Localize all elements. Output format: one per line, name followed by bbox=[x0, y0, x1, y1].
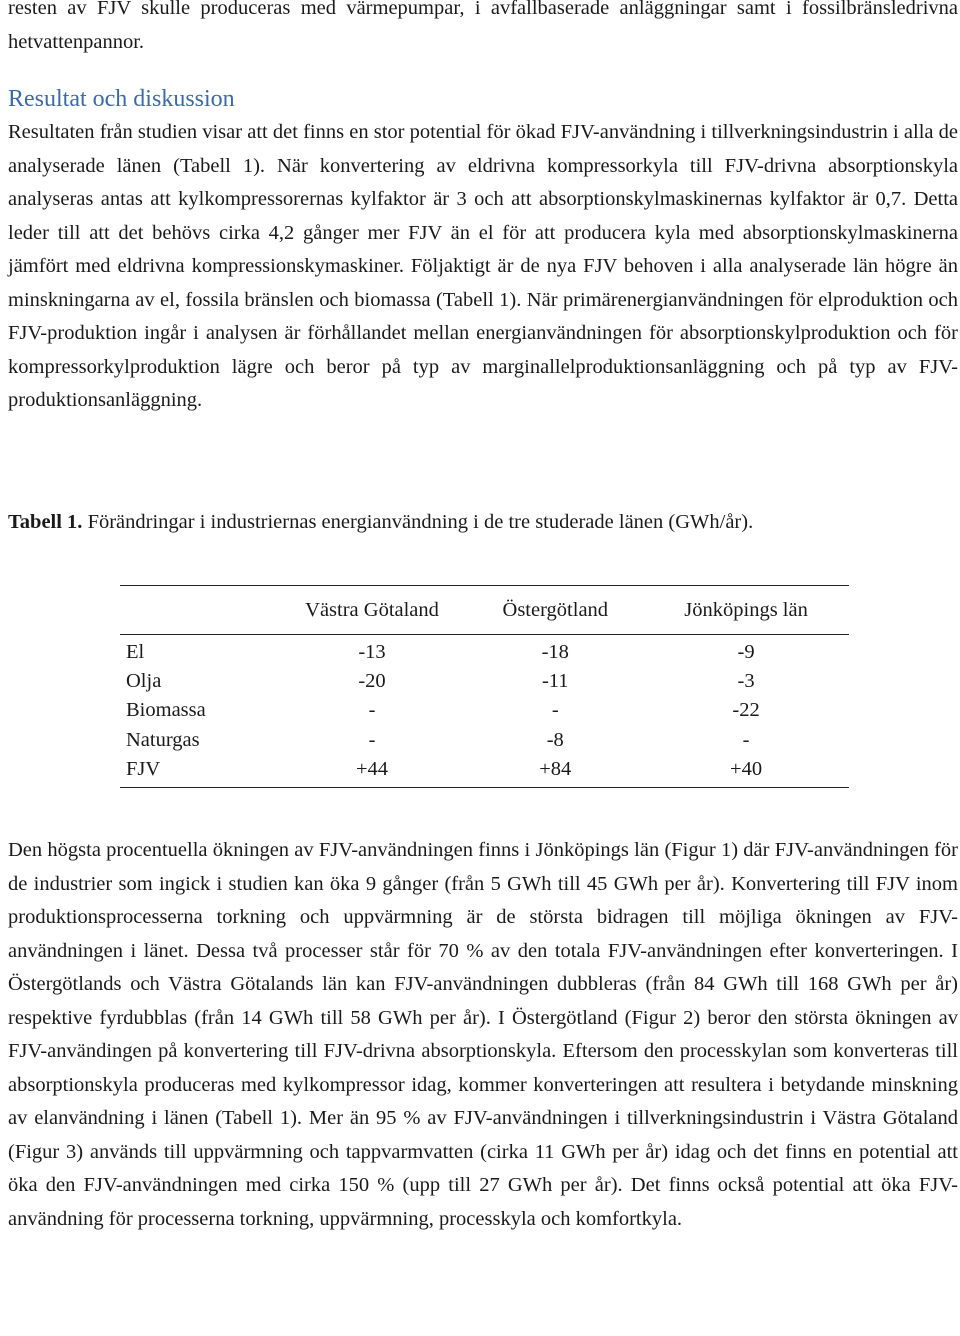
table-row-label: El bbox=[126, 641, 145, 664]
table-row-label: Naturgas bbox=[126, 728, 200, 751]
energy-change-table bbox=[120, 585, 849, 788]
table-cell: -11 bbox=[541, 670, 569, 693]
results-paragraph: Resultaten från studien visar att det finns en stor potential för ökad FJV-användning i tillverkningsindustrin i alla de analyserade länen (Tabell 1). När konvertering av eldrivna kompressorkyla till FJV-drivna absorptionskyla analyseras antas att kylkompressorernas kylfaktor är 3 och att absorptionskylmaskinernas kylfaktor är 0,7. Detta leder till att det behövs cirka 4,2 gånger mer FJV än el för att producera kyla med absorptionskylmaskinerna jämfört med eldrivna kompressionskymaskiner. Följaktigt är de nya FJV behoven i alla analyserade län högre än minskningarna av el, fossila bränslen och biomassa (Tabell 1). När primärenergianvändningen för elproduktion och FJV-produktion ingår i analysen är förhållandet mellan energianvändningen för absorptionskylproduktion och för kompressorkylproduktion lägre och beror på typ av marginallelproduktionsanläggning och på typ av FJV-produktionsanläggning. bbox=[8, 121, 958, 411]
table-row bbox=[120, 726, 849, 755]
table-header-row bbox=[120, 586, 849, 635]
table-row bbox=[120, 667, 849, 696]
table-cell: -8 bbox=[546, 728, 564, 751]
table-caption-label: Tabell 1. bbox=[8, 511, 83, 533]
table-header-cell: Jönköpings län bbox=[643, 586, 849, 635]
intro-paragraph: resten av FJV skulle produceras med värmepumpar, i avfallbaserade anläggningar samt i fossilbränsledrivna hetvattenpannor. bbox=[8, 0, 958, 53]
table-cell: - bbox=[742, 728, 750, 751]
table-cell: - bbox=[368, 699, 376, 722]
table-row bbox=[120, 696, 849, 725]
table-cell: +44 bbox=[277, 755, 468, 788]
table-row bbox=[120, 635, 849, 668]
table-cell: -3 bbox=[737, 670, 755, 693]
table-cell: - bbox=[368, 728, 376, 751]
table-cell: - bbox=[551, 699, 559, 722]
discussion-paragraph: Den högsta procentuella ökningen av FJV-användningen finns i Jönköpings län (Figur 1) där FJV-användningen för de industrier som ingick i studien kan öka 9 gånger (från 5 GWh till 45 GWh per år). Konvertering till FJV inom produktionsprocesserna torkning och uppvärmning är de största bidragen till möjliga ökningen av FJV-användningen i länet. Dessa två processer står för 70 % av den totala FJV-användningen efter konverteringen. I Östergötlands och Västra Götalands län kan FJV-användningen dubbleras (från 84 GWh till 168 GWh per år) respektive fyrdubblas (från 14 GWh till 58 GWh per år). I Östergötland (Figur 2) beror den största ökningen av FJV-användingen på konvertering till FJV-drivna absorptionskyla. Eftersom den processkylan som konverteras till absorptionskyla produceras med kylkompressor idag, kommer konverteringen att resultera i betydande minskning av elanvändning i länen (Tabell 1). Mer än 95 % av FJV-användningen i tillverkningsindustrin i Västra Götaland (Figur 3) används till uppvärmning och tappvarmvatten (cirka 11 GWh per år) idag och det finns en potential att öka den FJV-användningen med cirka 150 % (upp till 27 GWh per år). Det finns också potential att öka FJV-användning för processerna torkning, uppvärmning, processkyla och komfortkyla. bbox=[8, 839, 958, 1230]
table-row-label: FJV bbox=[120, 755, 277, 788]
table-header-cell: Västra Götaland bbox=[277, 586, 468, 635]
table-row bbox=[120, 755, 849, 788]
table-caption-text: Förändringar i industriernas energianvändning i de tre studerade länen (GWh/år). bbox=[82, 511, 754, 533]
table-caption bbox=[8, 505, 753, 539]
table-cell: -9 bbox=[737, 641, 755, 664]
section-heading: Resultat och diskussion bbox=[8, 86, 235, 112]
table-cell: -20 bbox=[358, 670, 386, 693]
table-header-cell: Östergötland bbox=[467, 586, 643, 635]
table-cell: -13 bbox=[358, 641, 386, 664]
table-row-label: Olja bbox=[126, 670, 162, 693]
table-header-cell bbox=[120, 586, 277, 635]
table-cell: -18 bbox=[541, 641, 569, 664]
table-row-label: Biomassa bbox=[126, 699, 206, 722]
table-cell: +40 bbox=[643, 755, 849, 788]
table-cell: -22 bbox=[732, 699, 760, 722]
table-cell: +84 bbox=[467, 755, 643, 788]
